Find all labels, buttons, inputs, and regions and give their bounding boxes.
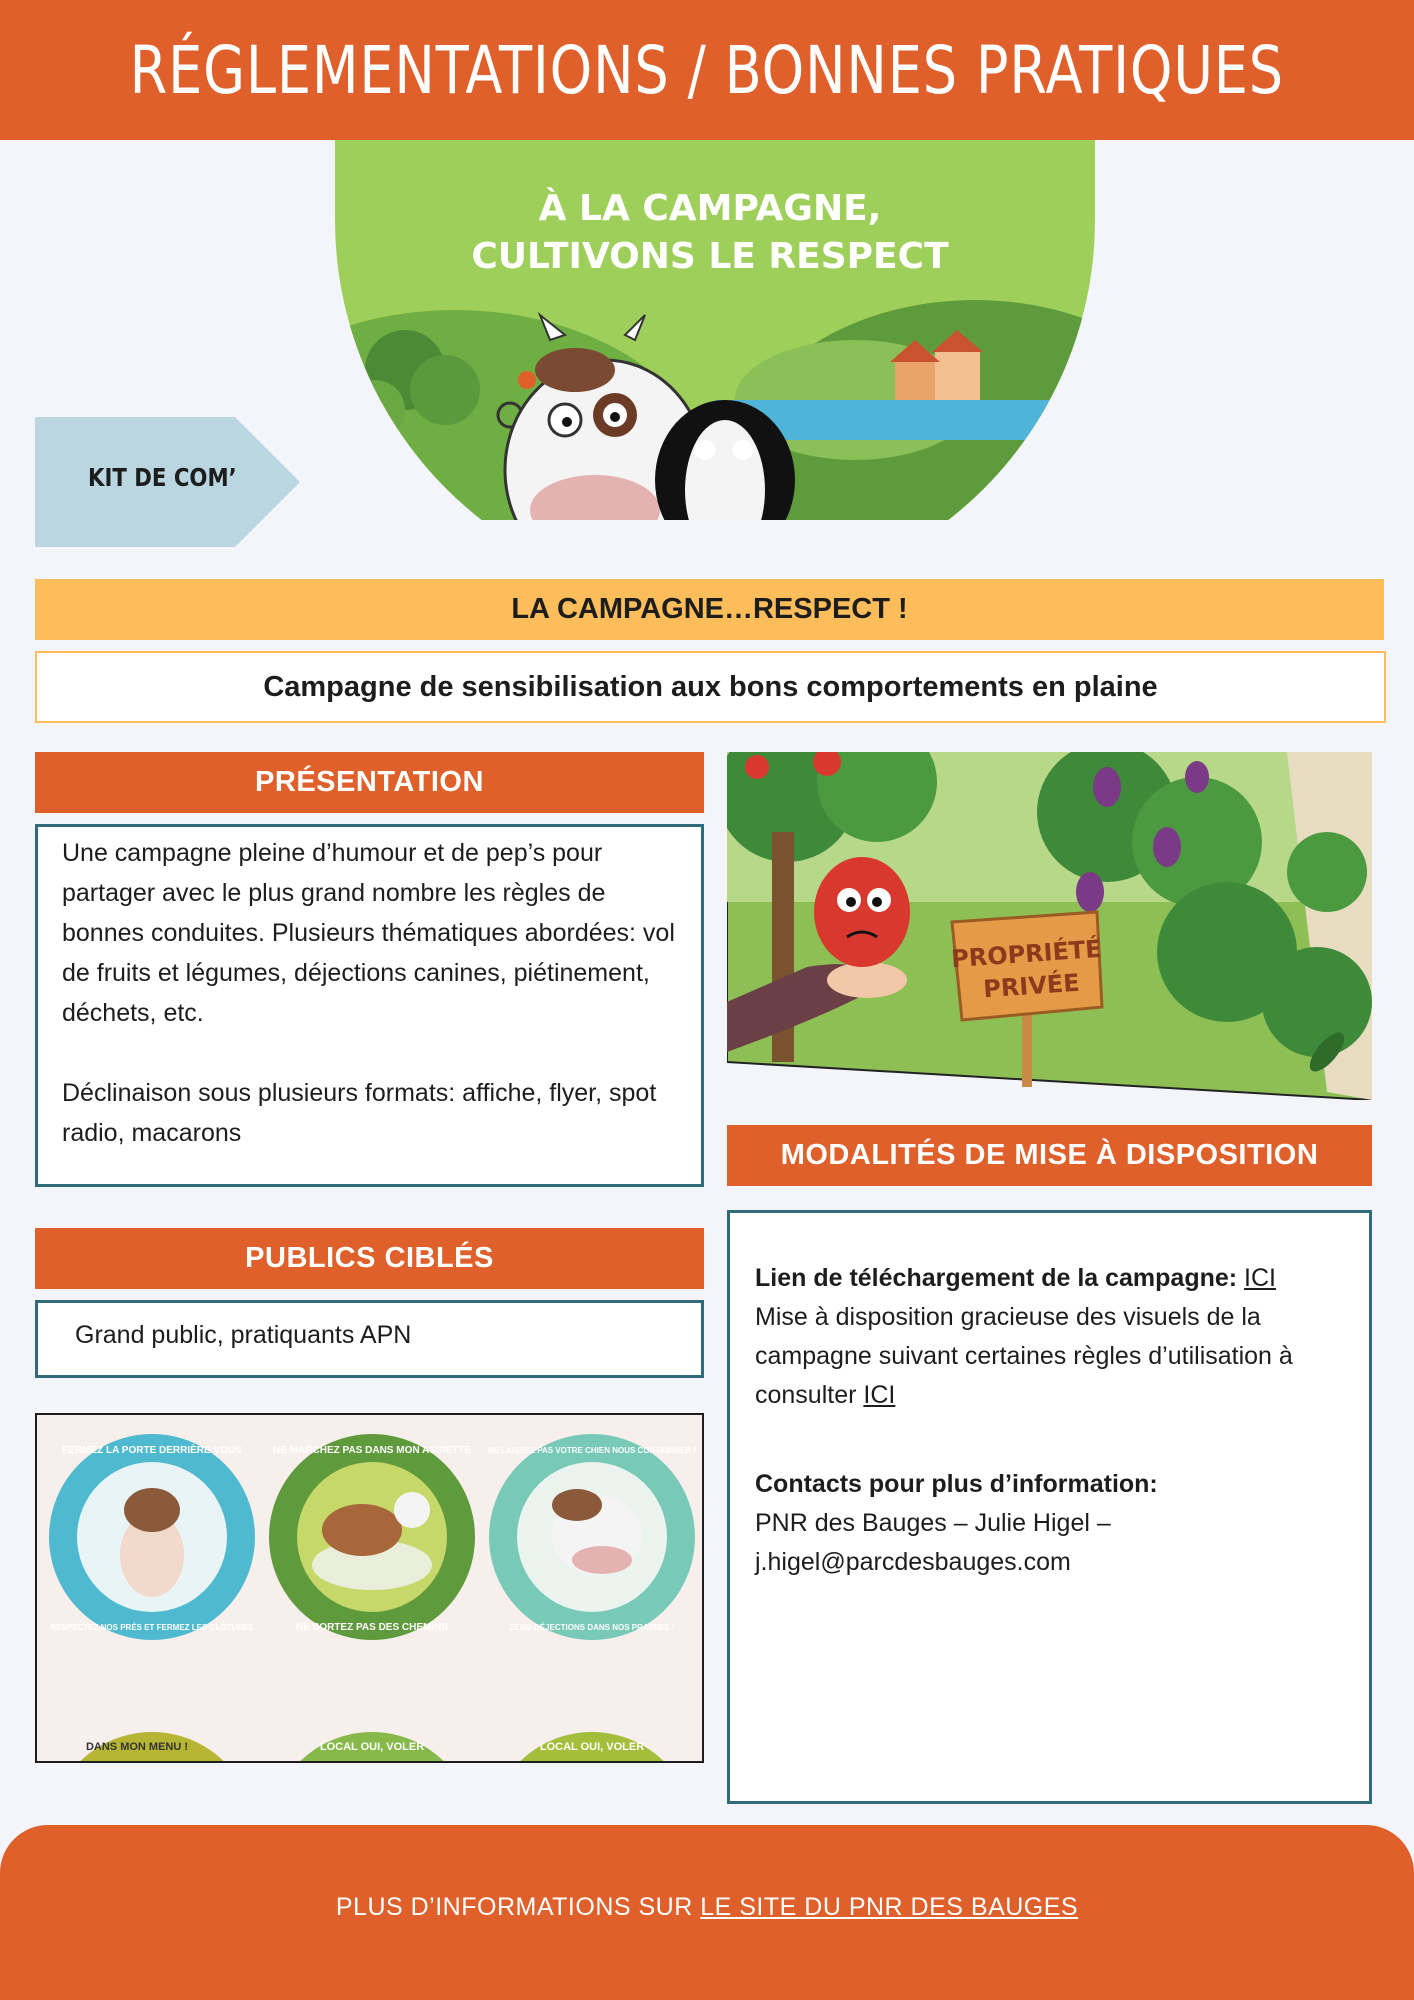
download-label: Lien de téléchargement de la campagne:: [755, 1264, 1238, 1292]
publics-header: [35, 1228, 704, 1289]
propriete-privee-illustration: [727, 752, 1372, 1100]
modalites-header: [727, 1125, 1372, 1186]
footer-prefix: PLUS D’INFORMATIONS SUR: [335, 1893, 693, 1921]
hero-title-line2: CULTIVONS LE RESPECT: [471, 236, 949, 277]
download-line: [755, 1259, 1349, 1298]
sticker-6: [489, 1732, 695, 1763]
sticker-6-top: LOCAL OUI, VOLER: [539, 1741, 645, 1753]
hero-title-line1: À LA CAMPAGNE,: [538, 188, 882, 229]
stickers-image: [35, 1413, 704, 1763]
sticker-3-bottom: ZÉRO DÉJECTIONS DANS NOS PRAIRIES !: [509, 1623, 675, 1632]
sticker-2-top: NE MARCHEZ PAS DANS MON ASSIETTE: [273, 1445, 471, 1456]
campaign-subtitle-box: [35, 651, 1386, 723]
sticker-3: [488, 1434, 696, 1640]
modalites-title: MODALITÉS DE MISE À DISPOSITION: [780, 1139, 1319, 1171]
publics-title: PUBLICS CIBLÉS: [245, 1242, 494, 1274]
presentation-header: [35, 752, 704, 813]
contact-line-1: PNR des Bauges – Julie Higel –: [755, 1509, 1111, 1537]
contacts-label: Contacts pour plus d’information:: [755, 1470, 1158, 1498]
sticker-2-bottom: NE SORTEZ PAS DES CHEMINS: [295, 1622, 449, 1633]
usage-line: [755, 1298, 1349, 1415]
sticker-1-top: FERMEZ LA PORTE DERRIÈRE VOUS: [62, 1445, 242, 1456]
sticker-2: [269, 1434, 475, 1640]
sticker-1: [49, 1434, 255, 1640]
presentation-box: [35, 824, 704, 1187]
campaign-subtitle: Campagne de sensibilisation aux bons comportements en plaine: [263, 670, 1158, 703]
footer-text: [0, 1893, 1414, 1922]
campaign-title-bar: [35, 579, 1384, 640]
presentation-title: PRÉSENTATION: [255, 766, 484, 798]
presentation-paragraph-1: Une campagne pleine d’humour et de pep’s pour partager avec le plus grand nombre les règles de bonnes conduites. Plusieurs thématiques abordées: vol de fruits et légumes, déjections canines, piétinement, déchets, etc.: [62, 839, 675, 1027]
presentation-paragraph-2: Déclinaison sous plusieurs formats: affiche, flyer, spot radio, macarons: [62, 1079, 657, 1147]
footer-site-link[interactable]: LE SITE DU PNR DES BAUGES: [700, 1893, 1079, 1921]
modalites-box: [727, 1210, 1372, 1804]
contact-email: j.higel@parcdesbauges.com: [755, 1548, 1071, 1576]
sticker-4: [49, 1732, 255, 1763]
stickers-svg: [37, 1415, 704, 1763]
sticker-5: [269, 1732, 475, 1763]
page-title: RÉGLEMENTATIONS / BONNES PRATIQUES: [129, 31, 1285, 109]
campaign-title: LA CAMPAGNE…RESPECT !: [511, 593, 908, 625]
sticker-1-bottom: RESPECTEZ NOS PRÉS ET FERMEZ LES CLÔTURES: [50, 1623, 254, 1632]
download-link[interactable]: ICI: [1244, 1264, 1276, 1292]
usage-text: Mise à disposition gracieuse des visuels de la campagne suivant certaines règles d’utilisation à consulter: [755, 1303, 1293, 1409]
kit-label: KIT DE COM’: [88, 463, 237, 492]
publics-box: [35, 1300, 704, 1378]
hero-illustration: [335, 70, 1095, 520]
sticker-3-top: NE LAISSEZ PAS VOTRE CHIEN NOUS CONTAMINER !: [487, 1446, 697, 1455]
usage-link[interactable]: ICI: [863, 1381, 896, 1409]
publics-text: Grand public, pratiquants APN: [75, 1321, 412, 1349]
sticker-5-top: LOCAL OUI, VOLER: [319, 1741, 425, 1753]
sign-line2: PRIVÉE: [982, 968, 1081, 1004]
sign-line1: PROPRIÉTÉ: [950, 934, 1103, 974]
sticker-4-top: DANS MON MENU !: [85, 1741, 189, 1753]
